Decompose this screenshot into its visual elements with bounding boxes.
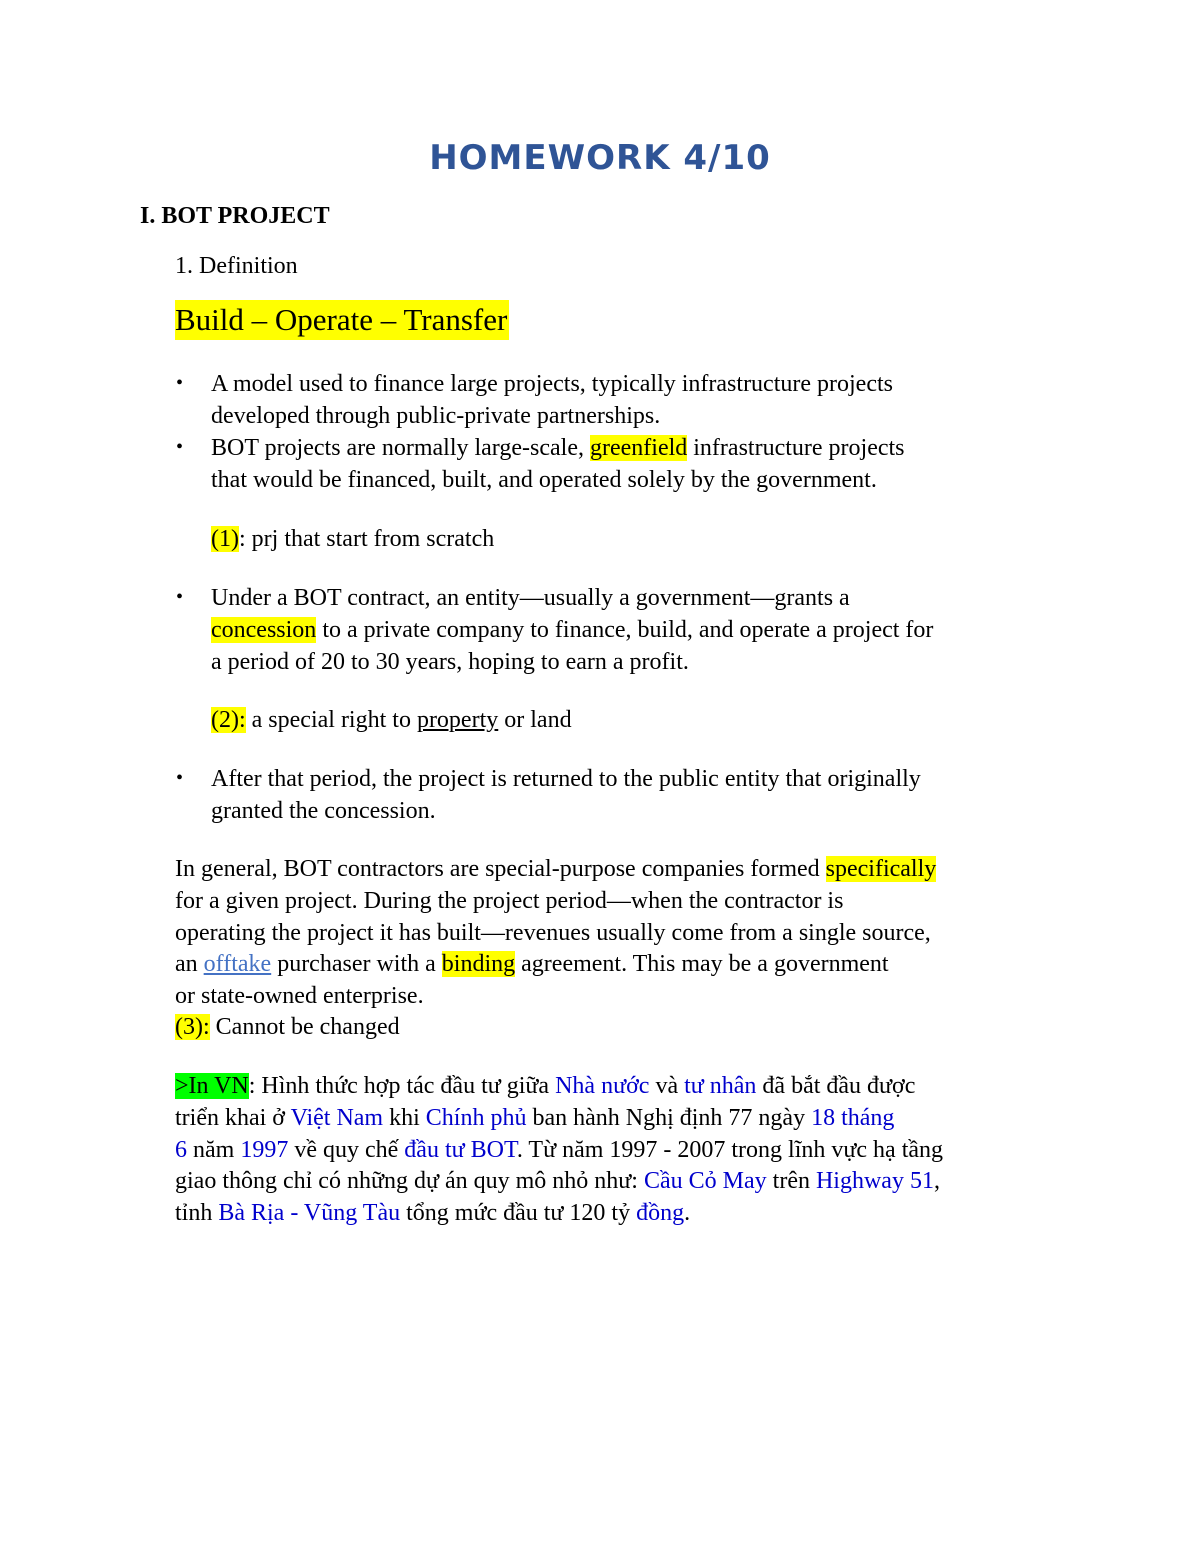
text-span: tổng mức đầu tư 120 tỷ: [400, 1200, 637, 1226]
vn-link[interactable]: 18 tháng: [811, 1105, 895, 1131]
bullet-1-line-1: A model used to finance large projects, typically infrastructure projects: [211, 371, 893, 397]
paragraph-line-5: or state-owned enterprise.: [175, 983, 424, 1009]
vn-link[interactable]: tư nhân: [684, 1073, 757, 1099]
note-text: Cannot be changed: [209, 1014, 400, 1040]
text-span: . Từ năm 1997 - 2007 trong lĩnh vực hạ tầng: [516, 1137, 944, 1163]
text-span: về quy chế: [288, 1137, 405, 1163]
vn-link[interactable]: đồng: [636, 1200, 685, 1226]
vn-line-3: [175, 1134, 943, 1166]
bullet-3-line-2: [211, 614, 933, 646]
text-span: infrastructure projects: [687, 435, 905, 461]
underlined-property: property: [416, 707, 499, 733]
text-span: agreement. This may be a government: [515, 951, 889, 977]
offtake-link[interactable]: offtake: [203, 951, 272, 977]
note-label: (2):: [211, 707, 246, 733]
paragraph-line-1: [175, 853, 936, 885]
text-span: to a private company to finance, build, and operate a project for: [316, 617, 934, 643]
bot-heading: Build – Operate – Transfer: [175, 300, 509, 340]
vn-line-4: [175, 1165, 940, 1197]
vn-link[interactable]: Chính phủ: [425, 1105, 527, 1131]
bullet-2-line-1: [211, 432, 905, 464]
vn-link[interactable]: Highway 51: [815, 1168, 934, 1194]
section-heading: I. BOT PROJECT: [140, 203, 330, 229]
vn-line-5: [175, 1197, 690, 1229]
vn-link[interactable]: Cầu Cỏ May: [643, 1168, 767, 1194]
text-span: ,: [933, 1168, 940, 1194]
vn-line-2: [175, 1102, 894, 1134]
note-label: (1): [211, 526, 239, 552]
page-title: HOMEWORK 4/10: [429, 138, 771, 178]
text-span: năm: [187, 1137, 241, 1163]
text-span: và: [649, 1073, 685, 1099]
bullet-4-line-2: granted the concession.: [211, 798, 436, 824]
text-span: a special right to: [245, 707, 417, 733]
bullet-1-line-2: developed through public-private partnerships.: [211, 403, 661, 429]
vn-link[interactable]: Việt Nam: [290, 1105, 384, 1131]
note-1: [211, 523, 494, 555]
vn-link[interactable]: Nhà nước: [555, 1073, 650, 1099]
text-span: In general, BOT contractors are special-purpose companies formed: [175, 856, 826, 882]
text-span: BOT projects are normally large-scale,: [211, 435, 590, 461]
bullet-icon: •: [176, 436, 184, 458]
text-span: trên: [766, 1168, 816, 1194]
bullet-icon: •: [176, 767, 184, 789]
bullet-icon: •: [176, 586, 184, 608]
text-span: : Hình thức hợp tác đầu tư giữa: [248, 1073, 556, 1099]
note-label: (3):: [175, 1014, 210, 1040]
bullet-4-line-1: After that period, the project is returned to the public entity that originally: [211, 766, 921, 792]
text-span: or land: [498, 707, 572, 733]
text-span: an: [175, 951, 204, 977]
note-3: [175, 1011, 400, 1043]
vn-link[interactable]: đầu tư BOT: [404, 1137, 517, 1163]
vn-link[interactable]: Bà Rịa - Vũng Tàu: [218, 1200, 401, 1226]
vn-line-1: [175, 1070, 915, 1102]
text-span: ban hành Nghị định 77 ngày: [526, 1105, 812, 1131]
vn-link[interactable]: 6: [175, 1137, 187, 1163]
highlight-binding: binding: [441, 951, 516, 977]
text-span: purchaser with a: [271, 951, 442, 977]
bullet-3-line-1: Under a BOT contract, an entity—usually a government—grants a: [211, 585, 850, 611]
text-span: giao thông chỉ có những dự án quy mô nhỏ như:: [175, 1168, 644, 1194]
note-text: : prj that start from scratch: [238, 526, 495, 552]
paragraph-line-2: for a given project. During the project period—when the contractor is: [175, 888, 844, 914]
text-span: tỉnh: [175, 1200, 219, 1226]
paragraph-line-4: [175, 948, 889, 980]
vn-link[interactable]: 1997: [240, 1137, 289, 1163]
text-span: .: [684, 1200, 691, 1226]
paragraph-line-3: operating the project it has built—revenues usually come from a single source,: [175, 920, 931, 946]
highlight-concession: concession: [211, 617, 317, 643]
text-span: triển khai ở: [175, 1105, 291, 1131]
bullet-icon: •: [176, 372, 184, 394]
highlight-specifically: specifically: [825, 856, 937, 882]
highlight-greenfield: greenfield: [589, 435, 688, 461]
subsection-heading: 1. Definition: [175, 253, 298, 279]
in-vn-tag: >In VN: [175, 1073, 249, 1099]
note-2: [211, 704, 572, 736]
bullet-2-line-2: that would be financed, built, and operated solely by the government.: [211, 467, 877, 493]
text-span: đã bắt đầu được: [756, 1073, 916, 1099]
text-span: khi: [383, 1105, 426, 1131]
bullet-3-line-3: a period of 20 to 30 years, hoping to earn a profit.: [211, 649, 689, 675]
